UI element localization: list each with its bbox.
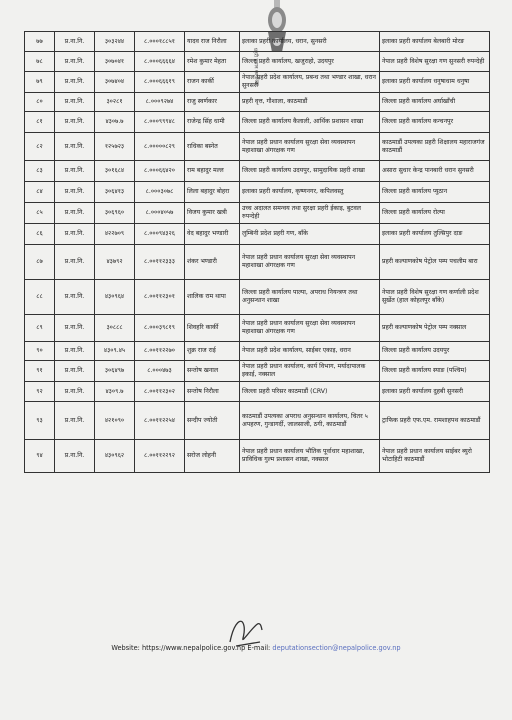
cell-sn: ८१ [25,112,55,133]
cell-post: इलाका प्रहरी कार्यालय धनुषाधाम धनुषा [380,72,490,93]
cell-cat: प्र.ना.नि. [55,315,95,342]
cell-num: ३०६४१३ [95,182,135,203]
cell-sn: ८९ [25,315,55,342]
cell-sn: ७९ [25,72,55,93]
cell-name: वेद बहादुर भण्डारी [185,224,240,245]
cell-office: लुम्बिनी प्रदेश प्रहरी गण, बाँके [240,224,380,245]
cell-office: जिल्ला प्रहरी कार्यालय, खजुराहो, उदयपुर [240,52,380,72]
cell-cat: प्र.ना.नि. [55,342,95,361]
cell-code: ८.०००४०५७ [135,203,185,224]
cell-code: ८.००११२२५४ [135,402,185,440]
cell-office: जिल्ला प्रहरी कार्यालय उदयपुर, सामुदायिक प्रहरी शाखा [240,161,380,182]
cell-office: नेपाल प्रहरी प्रदेश कार्यालय, प्रबन्ध तथा भण्डार शाखा, धरान सुनसरी [240,72,380,93]
cell-code: ८.०००००८२९ [135,133,185,161]
cell-post: काठमाडौं उपत्यका प्रहरी शिक्षालय महाराजगंज काठमाडौं [380,133,490,161]
cell-num: ३०१६८४ [95,161,135,182]
table-row [25,245,490,280]
cell-post: जिल्ला प्रहरी कार्यालय कन्चनपुर [380,112,490,133]
cell-office: नेपाल प्रहरी प्रदेश कार्यालय, साईबर एकाइ, धरान [240,342,380,361]
cell-office: जिल्ला प्रहरी कार्यालय कैलाली, आर्थिक प्रशासन शाखा [240,112,380,133]
table-row [25,382,490,402]
cell-cat: प्र.ना.नि. [55,224,95,245]
cell-sn: ९४ [25,440,55,473]
cell-num: ४३७९२ [95,245,135,280]
table-row [25,133,490,161]
cell-name: सन्तोष खनाल [185,361,240,382]
cell-cat: प्र.ना.नि. [55,280,95,315]
cell-num: ३०३२४४ [95,32,135,52]
cell-sn: ९१ [25,361,55,382]
cell-office: नेपाल प्रहरी प्रधान कार्यालय सुरक्षा सेवा व्यवस्थापन महाशाखा अंगरक्षक गण [240,133,380,161]
cell-code: ८.०००१८८५१ [135,32,185,52]
cell-office: जिल्ला प्रहरी परिसर काठमाडौं (CRV) [240,382,380,402]
cell-sn: ९३ [25,402,55,440]
cell-sn: ८६ [25,224,55,245]
cell-post: जिल्ला प्रहरी कार्यालय प्युठान [380,182,490,203]
cell-name: शालिक राम थापा [185,280,240,315]
cell-num: ३०८८८ [95,315,135,342]
cell-num: ३०६९६० [95,203,135,224]
cell-code: ८.०००९४३२६ [135,224,185,245]
cell-num: ३०६४९७ [95,361,135,382]
cell-num: ४२१०९० [95,402,135,440]
cell-cat: प्र.ना.नि. [55,133,95,161]
cell-post: जिल्ला प्रहरी कार्यालय अर्घाखाँची [380,93,490,112]
office-stamp: प्रहरी प्रधान कार्यालय [252,48,260,86]
cell-cat: प्र.ना.नि. [55,382,95,402]
cell-code: ८.००११२३०२ [135,382,185,402]
cell-code: ८.०००६६४२० [135,161,185,182]
table-row [25,440,490,473]
cell-code: ८.०००९२७४ [135,93,185,112]
table-row [25,52,490,72]
cell-office: काठमाडौं उपत्यका अपराध अनुसन्धान कार्यालय, चितर ५ अपहरण, गुन्डागर्दी, जालसाजी, ठगी, काठमाडौं [240,402,380,440]
cell-cat: प्र.ना.नि. [55,72,95,93]
cell-post: प्रहरी कल्याणकोष पेट्रोल पम्प पचलीम बारा [380,245,490,280]
cell-post: नेपाल प्रहरी प्रधान कार्यालय साईबर ब्युरो भोटाहिटी काठमाडौं [380,440,490,473]
cell-cat: प्र.ना.नि. [55,112,95,133]
cell-code: ८.०००४७३ [135,361,185,382]
cell-post: इलाका प्रहरी कार्यालय बेलबारी मोरङ [380,32,490,52]
cell-cat: प्र.ना.नि. [55,440,95,473]
cell-code: ८.००११२२९२ [135,440,185,473]
page-footer [0,644,512,652]
cell-name: राजु स्वर्णकार [185,93,240,112]
cell-code: ८.००११२३०१ [135,280,185,315]
cell-name: शिवहरि कार्की [185,315,240,342]
cell-post: जिल्ला प्रहरी कार्यालय उदयपुर [380,342,490,361]
cell-num: ४२२७०९ [95,224,135,245]
table-row [25,203,490,224]
cell-num: ४३०९६४ [95,280,135,315]
table-row [25,93,490,112]
cell-sn: ७७ [25,32,55,52]
cell-sn: ८५ [25,203,55,224]
cell-code: ८.०००६६६१९ [135,72,185,93]
cell-num: १२५७२३ [95,133,135,161]
cell-num: ३०७४०४ [95,72,135,93]
cell-post: ट्राफिक प्रहरी एफ.एम. रामशाहपथ काठमाडौं [380,402,490,440]
cell-num: ४३०७.७ [95,112,135,133]
cell-code: ८.०००३०७८ [135,182,185,203]
cell-num: ४३०९.४५ [95,342,135,361]
cell-cat: प्र.ना.नि. [55,52,95,72]
cell-office: प्रहरी वृत्त, गौशाला, काठमाडौं [240,93,380,112]
cell-office: इलाका प्रहरी कार्यालय, धरान, सुनसरी [240,32,380,52]
cell-cat: प्र.ना.नि. [55,182,95,203]
cell-num: ३०२८१ [95,93,135,112]
cell-cat: प्र.ना.नि. [55,203,95,224]
cell-name: विजय कुमार खत्री [185,203,240,224]
table-row [25,280,490,315]
cell-sn: ८३ [25,161,55,182]
transfer-table [24,31,490,473]
cell-cat: प्र.ना.नि. [55,93,95,112]
footer-website: Website: https://www.nepalpolice.gov.np E-mail: [111,644,271,652]
cell-post: नेपाल प्रहरी विशेष सुरक्षा गण सुनसरी रुपन्देही [380,52,490,72]
table-row [25,32,490,52]
cell-name: शंकर भण्डारी [185,245,240,280]
table-row [25,72,490,93]
cell-office: नेपाल प्रहरी प्रधान कार्यालय भौतिक पूर्वाधार महाशाखा, प्राविधिक गुल्म प्रशासन शाखा, नक्साल [240,440,380,473]
cell-name: लिला बहादुर बोहरा [185,182,240,203]
cell-office: जिल्ला प्रहरी कार्यालय पाल्पा, अपराध नियन्त्रण तथा अनुसन्धान शाखा [240,280,380,315]
cell-name: राम बहादुर मल्ल [185,161,240,182]
cell-office: नेपाल प्रहरी प्रधान कार्यालय, कार्य विभाग, मर्यादापालक इकाई, नक्साल [240,361,380,382]
cell-code: ८.०००३९८१९ [135,315,185,342]
footer-email[interactable]: deputationsection@nepalpolice.gov.np [272,644,401,652]
cell-name: सन्दीप ज्योती [185,402,240,440]
cell-name: राजन कार्की [185,72,240,93]
cell-sn: ७८ [25,52,55,72]
cell-sn: ८८ [25,280,55,315]
cell-name: राधिका बस्नेत [185,133,240,161]
table-row [25,315,490,342]
cell-sn: ९० [25,342,55,361]
cell-name: राजेन्द्र सिंह धामी [185,112,240,133]
table-row [25,342,490,361]
table-row [25,402,490,440]
cell-office: उच्च अदालत समन्वय तथा सुरक्षा प्रहरी ईकाइ, बुटवल रुपन्देही [240,203,380,224]
cell-code: ८.०००६६६६४ [135,52,185,72]
cell-cat: प्र.ना.नि. [55,161,95,182]
table-row [25,182,490,203]
cell-name: शुक्र राज राई [185,342,240,361]
cell-sn: ८४ [25,182,55,203]
cell-post: प्रहरी कल्याणकोष पेट्रोल पम्प नक्साल [380,315,490,342]
cell-name: रमेश कुमार मेहता [185,52,240,72]
cell-cat: प्र.ना.नि. [55,402,95,440]
cell-code: ८.००११२२७० [135,342,185,361]
cell-sn: ९२ [25,382,55,402]
cell-sn: ८२ [25,133,55,161]
cell-post: असारा सुधार केन्द्र पानबारी धरान सुनसरी [380,161,490,182]
cell-office: इलाका प्रहरी कार्यालय, कृष्णनगर, कपिलवस्तु [240,182,380,203]
table-row [25,224,490,245]
cell-post: नेपाल प्रहरी विशेष सुरक्षा गण कर्णाली प्रदेश सुर्खेत (हाल कोहलपुर बाँके) [380,280,490,315]
cell-name: सरोज लोहनी [185,440,240,473]
cell-post: जिल्ला प्रहरी कार्यालय रोल्पा [380,203,490,224]
cell-office: नेपाल प्रहरी प्रधान कार्यालय सुरक्षा सेवा व्यवस्थापन महाशाखा अंगरक्षक गण [240,315,380,342]
cell-cat: प्र.ना.नि. [55,361,95,382]
cell-name: सन्तोष निरौला [185,382,240,402]
cell-name: यादव राज निरौला [185,32,240,52]
cell-sn: ८७ [25,245,55,280]
cell-num: ३०७०४१ [95,52,135,72]
cell-post: जिल्ला प्रहरी कार्यालय स्याङ (पश्चिम) [380,361,490,382]
table-row [25,361,490,382]
cell-post: इलाका प्रहरी कार्यालय तुल्सिपुर दाङ [380,224,490,245]
cell-code: ८.०००९९९४८ [135,112,185,133]
cell-sn: ८० [25,93,55,112]
cell-cat: प्र.ना.नि. [55,32,95,52]
cell-num: ४३०९६२ [95,440,135,473]
table-row [25,161,490,182]
cell-post: इलाका प्रहरी कार्यालय दुहबी सुनसरी [380,382,490,402]
table-row [25,112,490,133]
cell-num: ४३०९.७ [95,382,135,402]
cell-code: ८.००११२३३३ [135,245,185,280]
cell-office: नेपाल प्रहरी प्रधान कार्यालय सुरक्षा सेवा व्यवस्थापन महाशाखा अंगरक्षक गण [240,245,380,280]
cell-cat: प्र.ना.नि. [55,245,95,280]
